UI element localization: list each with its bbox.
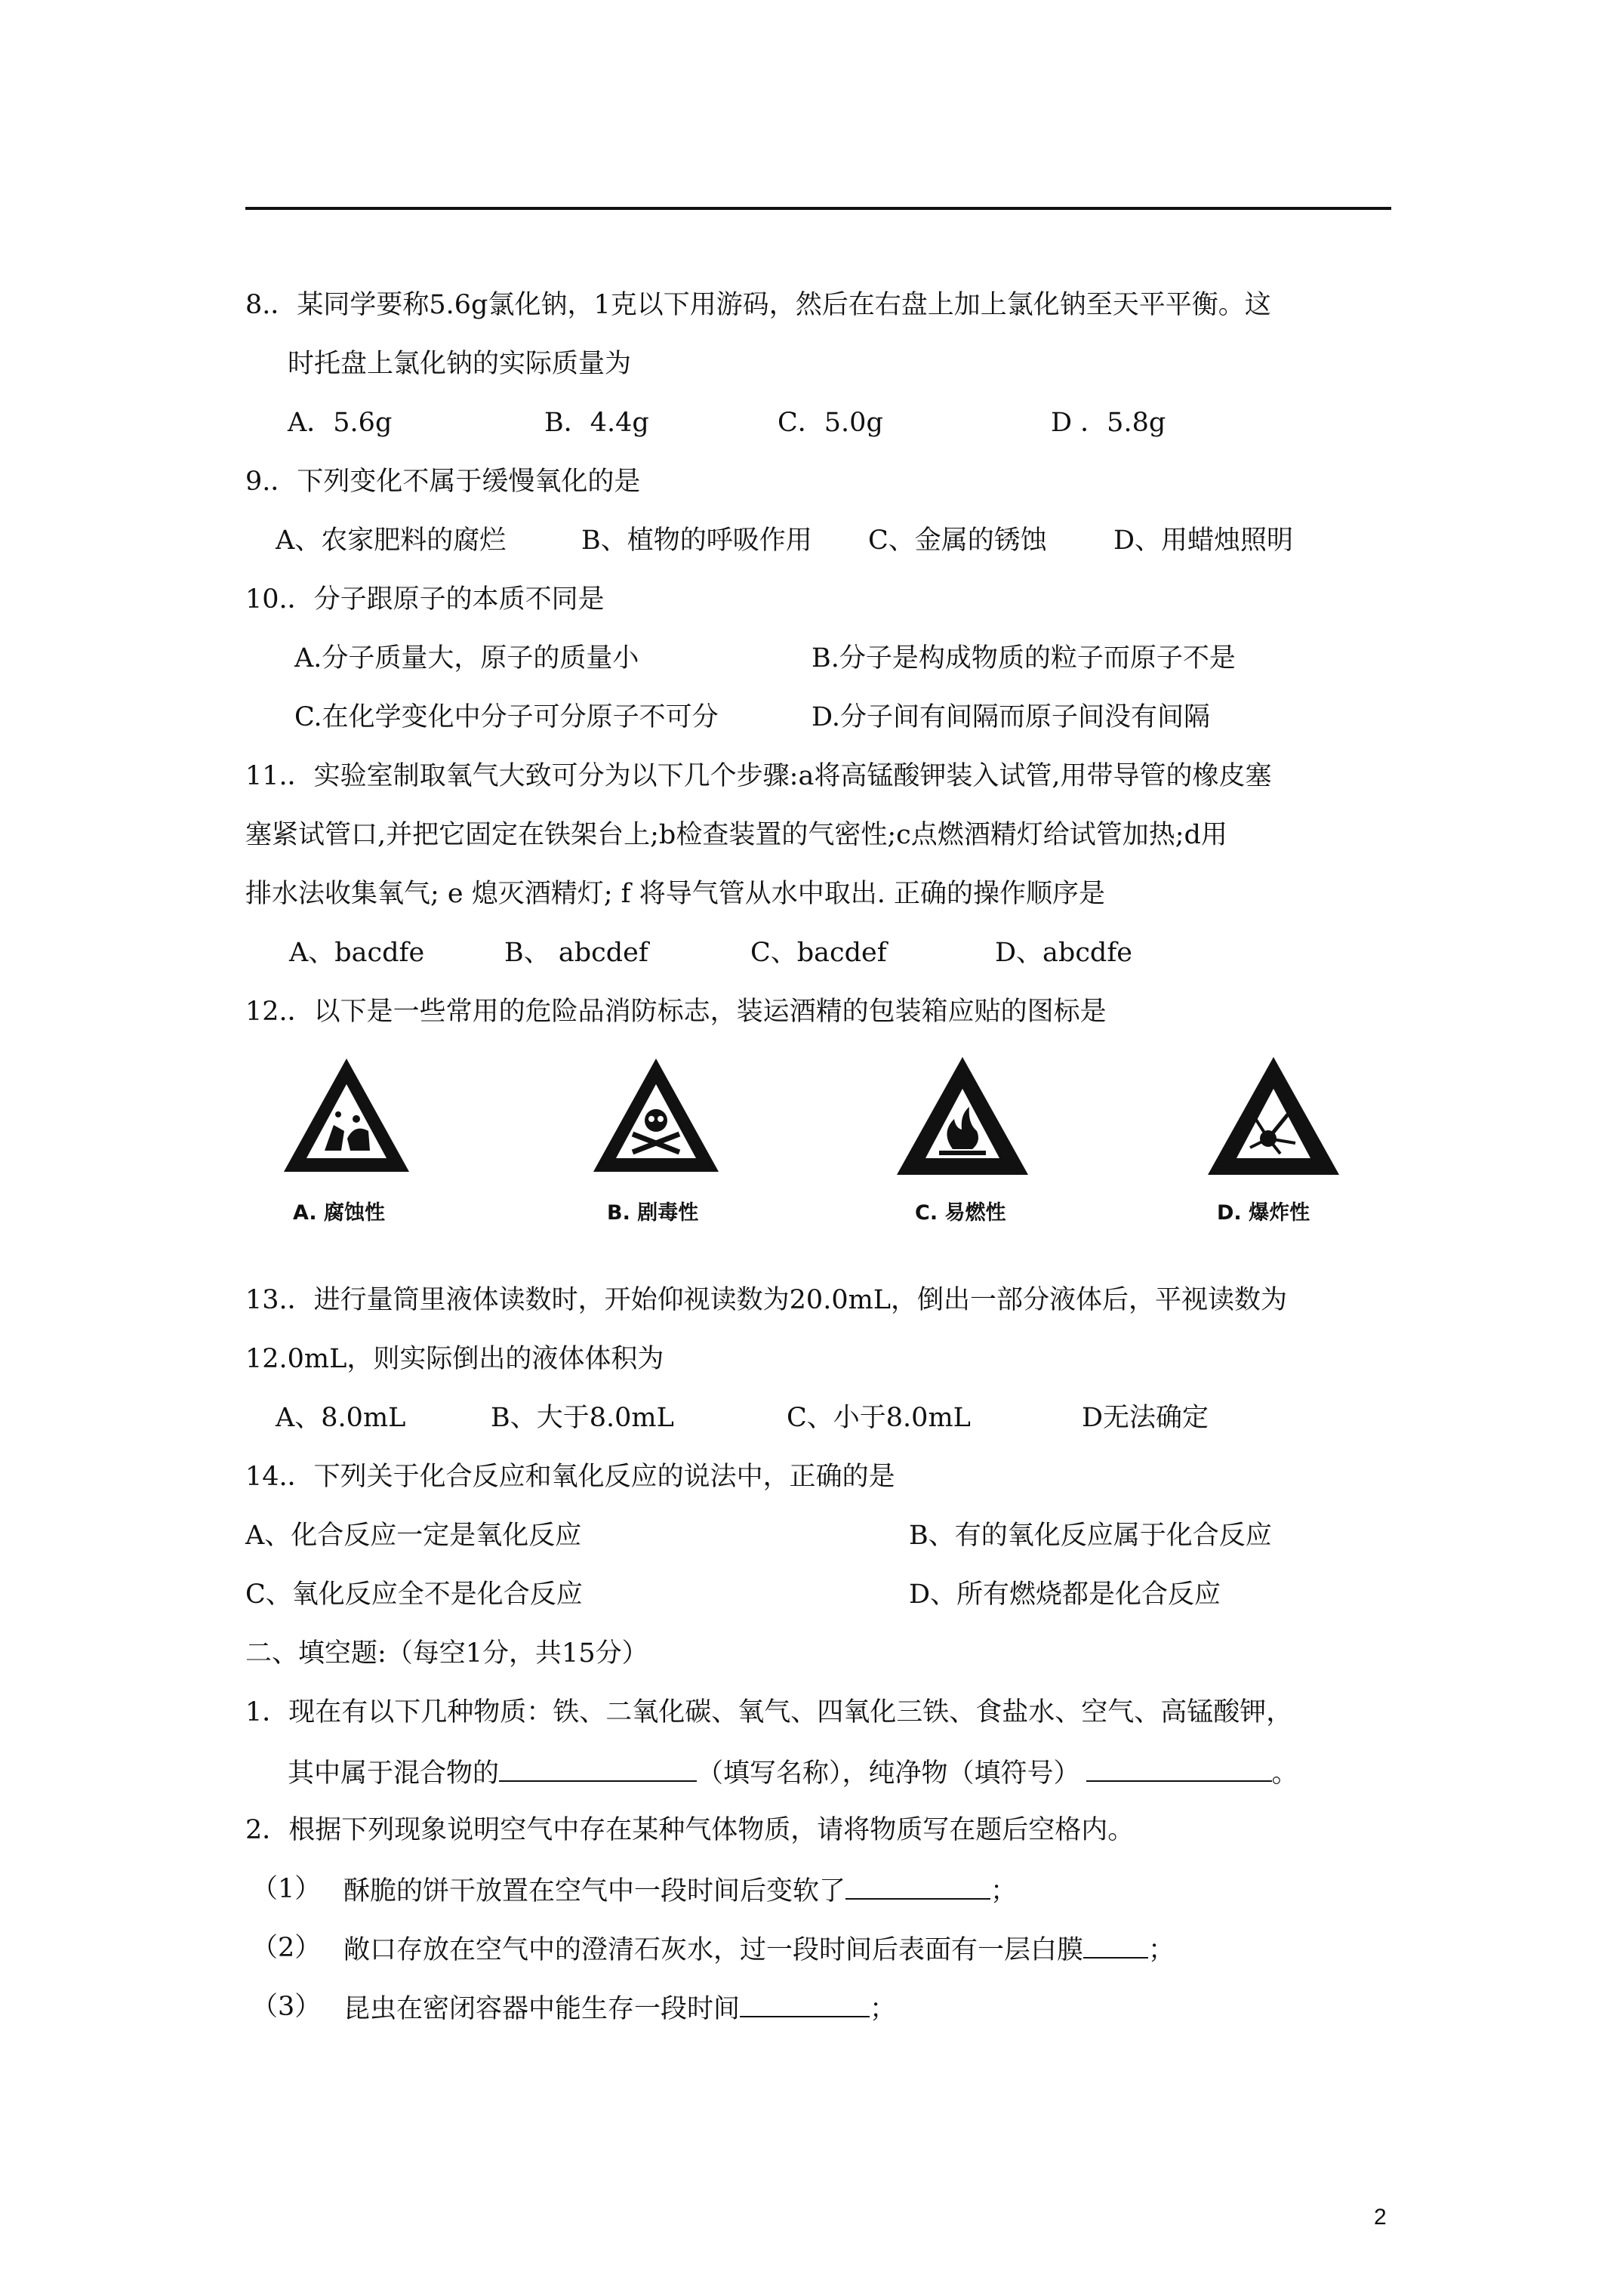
- q11-stem-line2: 塞紧试管口,并把它固定在铁架台上;b检查装置的气密性;c点燃酒精灯给试管加热;d用: [245, 820, 1227, 850]
- q10-option-c: C.在化学变化中分子可分原子不可分: [294, 702, 719, 732]
- f2-item-3: [343, 1990, 896, 2026]
- f2-item-2-num: （2）: [251, 1933, 322, 1963]
- q11-option-a: A、bacdfe: [289, 938, 425, 968]
- q13-option-c: C、小于8.0mL: [787, 1403, 971, 1433]
- q10-option-d: D.分子间有间隔而原子间没有间隔: [812, 702, 1210, 732]
- f2-item-3-blank[interactable]: [740, 1990, 870, 2017]
- q13-stem-line1: 13.．进行量筒里液体读数时，开始仰视读数为20.0mL，倒出一部分液体后，平视读数为: [245, 1285, 1288, 1315]
- q10-option-b: B.分子是构成物质的粒子而原子不是: [812, 643, 1236, 673]
- f2-item-3-num: （3）: [251, 1992, 322, 2022]
- q14-option-d: D、所有燃烧都是化合反应: [909, 1579, 1221, 1610]
- q11-stem-line1: 11.．实验室制取氧气大致可分为以下几个步骤:a将高锰酸钾装入试管,用带导管的橡皮塞: [245, 761, 1272, 791]
- f2-item-2: [343, 1931, 1175, 1967]
- q11-stem-line3: 排水法收集氧气; e 熄灭酒精灯; f 将导气管从水中取出. 正确的操作顺序是: [245, 879, 1106, 909]
- q8-option-a: A．5.6g: [288, 408, 393, 438]
- f1-text-b: （填写名称），纯净物（填符号）: [697, 1758, 1080, 1789]
- q10-option-a: A.分子质量大，原子的质量小: [294, 643, 639, 673]
- f2-item-3-end: ；: [870, 1994, 897, 2024]
- section2-heading: 二、填空题:（每空1分，共15分）: [245, 1638, 648, 1669]
- f2-item-2-end: ；: [1148, 1935, 1175, 1965]
- f2-stem: 2．根据下列现象说明空气中存在某种气体物质，请将物质写在题后空格内。: [245, 1815, 1135, 1845]
- q11-option-b: B、 abcdef: [504, 938, 648, 968]
- sign-label-b: B. 剧毒性: [607, 1201, 699, 1225]
- q9-option-c: C、金属的锈蚀: [868, 525, 1047, 556]
- page-number: 2: [1374, 2205, 1387, 2230]
- q8-option-b: B．4.4g: [544, 408, 649, 438]
- q8-option-d: D ．5.8g: [1051, 408, 1166, 438]
- f2-item-3-text: 昆虫在密闭容器中能生存一段时间: [343, 1994, 741, 2024]
- q13-option-a: A、8.0mL: [276, 1403, 406, 1433]
- f1-blank-mixture[interactable]: [499, 1755, 697, 1782]
- q13-option-b: B、大于8.0mL: [491, 1403, 674, 1433]
- q14-stem: 14.．下列关于化合反应和氧化反应的说法中，正确的是: [245, 1462, 895, 1492]
- sign-label-c: C. 易燃性: [915, 1201, 1006, 1225]
- q9-option-d: D、用蜡烛照明: [1113, 525, 1294, 556]
- q13-option-d: D无法确定: [1082, 1403, 1209, 1433]
- f2-item-1-end: ；: [990, 1876, 1018, 1906]
- q14-option-c: C、氧化反应全不是化合反应: [245, 1579, 583, 1610]
- q13-stem-line2: 12.0mL，则实际倒出的液体体积为: [245, 1344, 664, 1374]
- f1-stem-line2: [288, 1755, 1298, 1790]
- corrosive-sign-icon: [281, 1056, 412, 1175]
- q14-option-b: B、有的氧化反应属于化合反应: [909, 1521, 1272, 1551]
- f1-text-a: 其中属于混合物的: [288, 1758, 500, 1789]
- f2-item-1: [343, 1872, 1017, 1908]
- f2-item-1-num: （1）: [251, 1874, 322, 1904]
- q12-stem: 12.．以下是一些常用的危险品消防标志，装运酒精的包装箱应贴的图标是: [245, 997, 1107, 1027]
- f2-item-1-text: 酥脆的饼干放置在空气中一段时间后变软了: [343, 1876, 846, 1906]
- q10-stem: 10.．分子跟原子的本质不同是: [245, 584, 605, 615]
- header-rule: [245, 207, 1391, 210]
- q8-option-c: C．5.0g: [778, 408, 883, 438]
- f2-item-1-blank[interactable]: [845, 1872, 990, 1900]
- q9-option-b: B、植物的呼吸作用: [581, 525, 812, 556]
- f1-stem-line1: 1．现在有以下几种物质：铁、二氧化碳、氧气、四氧化三铁、食盐水、空气、高锰酸钾，: [245, 1697, 1293, 1727]
- f2-item-2-text: 敞口存放在空气中的澄清石灰水，过一段时间后表面有一层白膜: [343, 1935, 1084, 1965]
- q9-stem: 9.．下列变化不属于缓慢氧化的是: [245, 467, 641, 497]
- toxic-sign-icon: [590, 1056, 722, 1175]
- f2-item-2-blank[interactable]: [1083, 1931, 1148, 1959]
- q11-option-c: C、bacdef: [750, 938, 887, 968]
- explosive-sign-icon: [1205, 1054, 1342, 1178]
- sign-label-d: D. 爆炸性: [1217, 1201, 1310, 1225]
- q14-option-a: A、化合反应一定是氧化反应: [245, 1521, 582, 1551]
- q9-option-a: A、农家肥料的腐烂: [276, 525, 507, 556]
- flammable-sign-icon: [894, 1054, 1031, 1178]
- q8-stem-line2: 时托盘上氯化钠的实际质量为: [288, 349, 632, 379]
- sign-label-a: A. 腐蚀性: [293, 1201, 386, 1225]
- f1-text-c: 。: [1271, 1758, 1298, 1789]
- f1-blank-pure[interactable]: [1086, 1755, 1272, 1782]
- q11-option-d: D、abcdfe: [995, 938, 1133, 968]
- q8-stem-line1: 8.．某同学要称5.6g氯化钠，1克以下用游码，然后在右盘上加上氯化钠至天平平衡。这: [245, 290, 1271, 320]
